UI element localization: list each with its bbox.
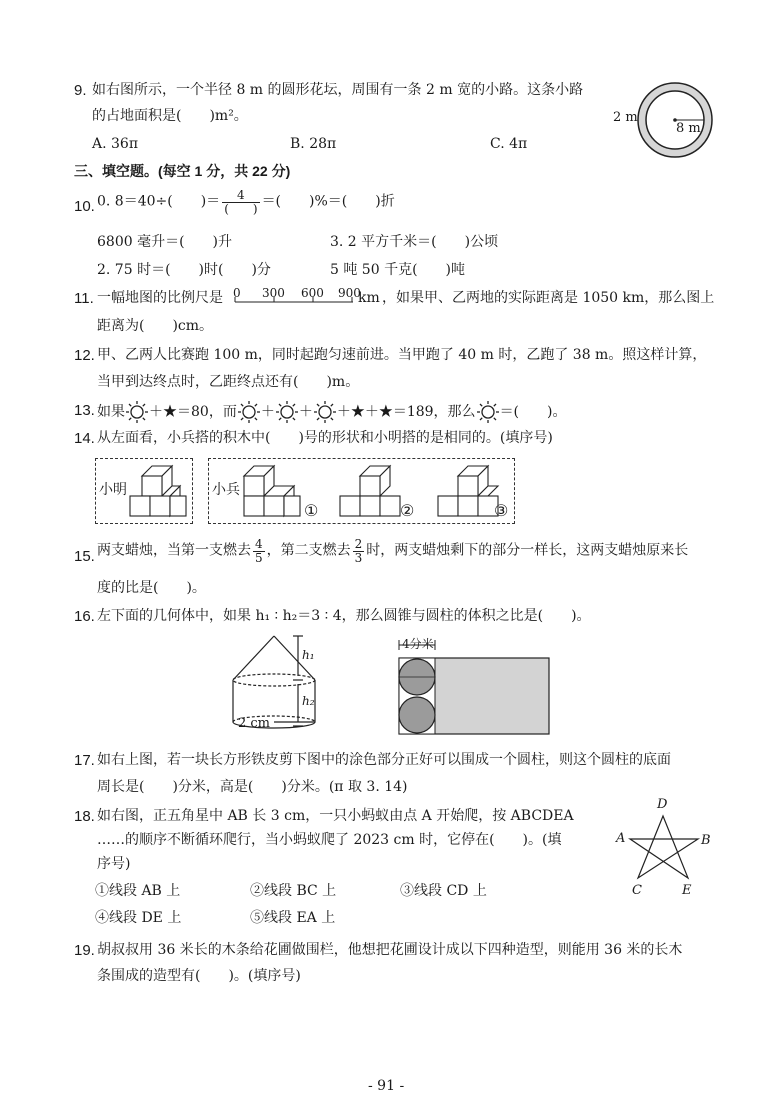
q10-equation [97,189,395,215]
sun-icon [313,400,337,424]
q10-row1-col1: 6800 毫升＝( )升 [97,234,233,250]
q18-text-line3: 序号) [97,856,131,872]
q19-text-line1: 胡叔叔用 36 米长的木条给花圃做围栏，他想把花圃设计成以下四种造型，则能用 36 米的长木 [97,942,683,958]
q14-xiaoming-blocks [128,462,190,520]
q15-text-2: ，第二支燃去 [266,542,351,559]
q9-annulus-figure [635,80,715,160]
q14-mark-2: ② [400,501,415,520]
q10-fraction-den: ( ) [224,201,258,216]
q13-text-1: 如果 [97,403,125,420]
q10-row1-col2: 3. 2 平方千米＝( )公顷 [330,234,499,250]
q13-text-4: ＋ [298,403,313,420]
q10-fraction-num: 4 [222,189,259,203]
q9-option-b: B. 28π [290,136,337,152]
section-3-heading: 三、填空题。(每空 1 分，共 22 分) [74,163,291,179]
q14-mark-3: ③ [494,501,509,520]
q11-number: 11. [74,290,94,307]
q18-text-line1: 如右图，正五角星中 AB 长 3 cm，一只小蚂蚁由点 A 开始爬，按 ABCDEA [97,808,574,824]
q11-tick-600: 600 [301,286,324,300]
q18-point-b: B [701,833,711,848]
q18-text-line2: ……的顺序不断循环爬行，当小蚂蚁爬了 2023 cm 时，它停在( )。(填 [97,832,562,848]
q10-row2-col1: 2. 75 时＝( )时( )分 [97,262,271,278]
q15-fraction-2 [353,538,365,564]
q15-fraction-1-den: 5 [255,550,263,565]
q11-suffix: ，如果甲、乙两地的实际距离是 1050 km，那么图上 [382,290,715,306]
q13-text-2: ＋★＝80，而 [149,403,237,420]
q10-row2-col2: 5 吨 50 千克( )吨 [330,262,465,278]
q15-text-3: 时，两支蜡烛剩下的部分一样长，这两支蜡烛原来长 [366,542,689,559]
q18-option-5: ⑤线段 EA 上 [250,910,336,926]
q15-number: 15. [74,548,95,565]
q18-point-c: C [632,883,642,898]
sun-icon [125,400,149,424]
q9-option-c: C. 4π [490,136,528,152]
q14-xiaobing-label: 小兵 [212,482,240,498]
q11-tick-0: 0 [233,286,241,300]
q15-text-line2: 度的比是( )。 [97,580,206,596]
q15-text-1: 两支蜡烛，当第一支燃去 [97,542,251,559]
q14-text: 从左面看，小兵搭的积木中( )号的形状和小明搭的是相同的。(填序号) [97,430,553,446]
q17-sheet-width-label: 4分米 [402,637,434,651]
q13-text-3: ＋ [260,403,275,420]
q13-text-5: ＋★＋★＝189，那么 [336,403,476,420]
q9-number: 9. [74,82,87,99]
q16-h1-label: h₁ [302,648,315,662]
q18-option-3: ③线段 CD 上 [400,883,487,899]
q13-equation [97,400,567,424]
q16-base-label: 2 cm [238,716,271,731]
q18-star-figure [628,812,703,884]
q16-text: 左下面的几何体中，如果 h₁ ∶ h₂＝3 ∶ 4，那么圆锥与圆柱的体积之比是( )。 [97,608,591,624]
q9-path-width-label: 2 m [613,110,638,125]
q15-fraction-1 [253,538,265,564]
q11-tick-900: 900 [338,286,361,300]
q17-text-line1: 如右上图，若一块长方形铁皮剪下图中的涂色部分正好可以围成一个圆柱，则这个圆柱的底面 [97,752,671,768]
q18-option-2: ②线段 BC 上 [250,883,337,899]
q11-prefix: 一幅地图的比例尺是 [97,290,223,306]
q15-fraction-2-num: 2 [354,537,363,551]
q16-h2-label: h₂ [302,694,315,708]
q11-text-line2: 距离为( )cm。 [97,318,214,334]
q15-fraction-1-num: 4 [255,537,263,551]
q18-option-4: ④线段 DE 上 [95,910,182,926]
q14-number: 14. [74,430,95,447]
q15-text-line1 [97,538,688,564]
q18-point-d: D [657,797,668,812]
q15-fraction-2-den: 3 [354,550,363,565]
q12-number: 12. [74,347,95,364]
q14-xiaoming-label: 小明 [99,482,127,498]
q9-text-line2: 的占地面积是( )m²。 [92,108,248,124]
q19-text-line2: 条围成的造型有( )。(填序号) [97,968,301,984]
q10-eq-part1: 0. 8＝40÷( )＝ [97,193,221,210]
q12-text-line1: 甲、乙两人比赛跑 100 m，同时起跑匀速前进。当甲跑了 40 m 时，乙跑了 38 m。照这样计算， [97,347,707,363]
sun-icon [476,400,500,424]
q10-number: 10. [74,198,95,215]
q9-radius-label: 8 m [676,121,701,136]
q13-text-6: ＝( )。 [499,403,567,420]
q14-mark-1: ① [304,501,319,520]
q10-eq-part2: ＝( )%＝( )折 [261,193,395,210]
q14-option-1-blocks [242,462,312,520]
q18-point-e: E [682,883,692,898]
sun-icon [275,400,299,424]
q11-scale-unit: km [358,290,380,306]
q12-text-line2: 当甲到达终点时，乙距终点还有( )m。 [97,374,360,390]
sun-icon [237,400,261,424]
q16-number: 16. [74,608,95,625]
q18-number: 18. [74,808,95,825]
q19-number: 19. [74,942,95,959]
q18-point-a: A [616,831,626,846]
q11-tick-300: 300 [262,286,285,300]
q10-fraction [222,189,259,215]
q17-number: 17. [74,752,95,769]
q9-text-line1: 如右图所示，一个半径 8 m 的圆形花坛，周围有一条 2 m 宽的小路。这条小路 [92,82,584,98]
q14-option-2-blocks [338,462,408,520]
page-number: - 91 - [368,1078,405,1094]
q13-number: 13. [74,402,95,419]
q17-text-line2: 周长是( )分米，高是( )分米。(π 取 3. 14) [97,779,408,795]
q18-option-1: ①线段 AB 上 [95,883,181,899]
q9-option-a: A. 36π [92,136,139,152]
